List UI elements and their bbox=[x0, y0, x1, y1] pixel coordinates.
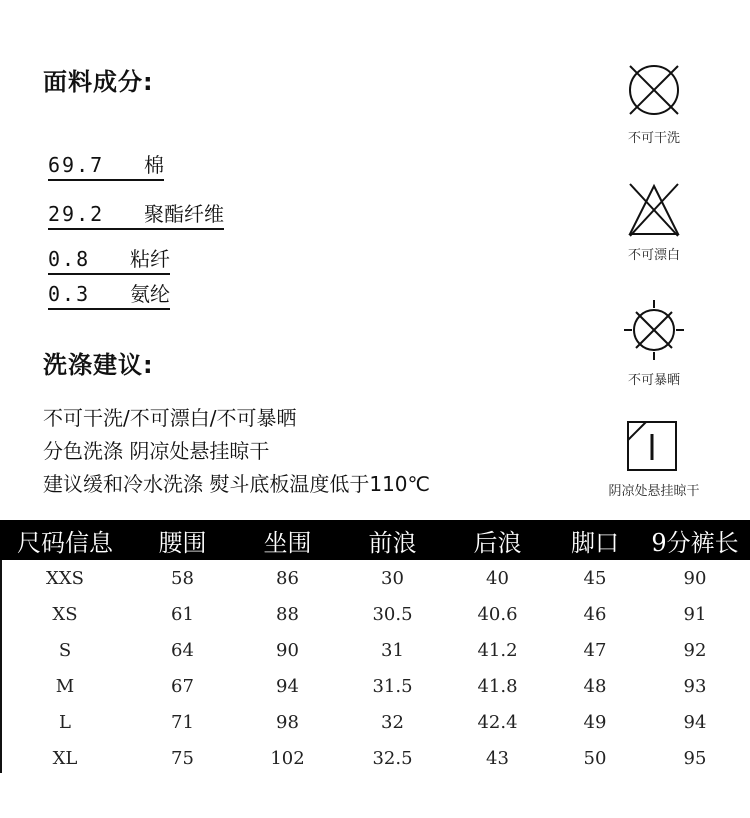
table-cell: 49 bbox=[583, 711, 607, 733]
care-line: 不可干洗/不可漂白/不可暴晒 bbox=[43, 406, 297, 430]
table-row bbox=[0, 596, 750, 632]
table-row bbox=[0, 668, 750, 704]
table-header-row bbox=[0, 520, 750, 560]
table-cell: 41.8 bbox=[477, 675, 518, 697]
care-line: 分色洗涤 阴凉处悬挂晾干 bbox=[43, 439, 270, 463]
fabric-percent: 0.3 bbox=[48, 282, 91, 306]
table-row bbox=[0, 740, 750, 776]
no-dry-clean-icon bbox=[622, 58, 686, 122]
column-header-back-rise: 后浪 bbox=[445, 520, 550, 560]
table-cell: 75 bbox=[171, 747, 194, 769]
symbol-label: 不可干洗 bbox=[627, 131, 680, 146]
table-cell: 98 bbox=[276, 711, 299, 733]
table-cell: 64 bbox=[171, 639, 194, 661]
table-cell: 90 bbox=[683, 567, 707, 589]
fabric-material: 聚酯纤维 bbox=[144, 202, 224, 226]
table-cell: 102 bbox=[270, 747, 305, 769]
size-cell: S bbox=[58, 639, 72, 661]
table-row bbox=[0, 560, 750, 596]
table-cell: 86 bbox=[276, 567, 299, 589]
symbol-label: 不可暴晒 bbox=[627, 373, 680, 388]
size-cell: XL bbox=[52, 747, 78, 769]
table-cell: 94 bbox=[276, 675, 299, 697]
column-header-hip: 坐围 bbox=[235, 520, 340, 560]
symbol-label: 阴凉处悬挂晾干 bbox=[608, 484, 700, 499]
size-cell: XXS bbox=[46, 567, 84, 589]
shade-hang-dry-icon bbox=[626, 420, 678, 472]
table-cell: 32 bbox=[381, 711, 404, 733]
fabric-percent: 29.2 bbox=[48, 202, 105, 226]
column-header-hem: 脚口 bbox=[550, 520, 640, 560]
table-cell: 50 bbox=[583, 747, 607, 769]
fabric-row bbox=[48, 152, 164, 181]
table-cell: 30 bbox=[381, 567, 404, 589]
table-cell: 45 bbox=[583, 567, 607, 589]
table-cell: 47 bbox=[583, 639, 607, 661]
fabric-row bbox=[48, 246, 170, 275]
fabric-row bbox=[48, 281, 170, 310]
care-title: 洗涤建议: bbox=[43, 351, 154, 379]
table-cell: 31.5 bbox=[372, 675, 413, 697]
table-cell: 67 bbox=[171, 675, 194, 697]
table-cell: 88 bbox=[276, 603, 299, 625]
fabric-material: 棉 bbox=[144, 153, 164, 177]
no-bleach-icon bbox=[622, 178, 686, 242]
table-cell: 90 bbox=[276, 639, 299, 661]
size-cell: XS bbox=[52, 603, 78, 625]
fabric-material: 氨纶 bbox=[130, 282, 170, 306]
no-sun-exposure-icon bbox=[622, 298, 686, 362]
table-cell: 71 bbox=[171, 711, 194, 733]
table-cell: 30.5 bbox=[372, 603, 413, 625]
table-cell: 46 bbox=[583, 603, 607, 625]
fabric-percent: 69.7 bbox=[48, 153, 105, 177]
fabric-title: 面料成分: bbox=[43, 68, 154, 96]
table-cell: 48 bbox=[583, 675, 607, 697]
table-cell: 91 bbox=[683, 603, 707, 625]
fabric-percent: 0.8 bbox=[48, 247, 91, 271]
table-cell: 31 bbox=[381, 639, 404, 661]
table-row bbox=[0, 632, 750, 668]
care-line: 建议缓和冷水洗涤 熨斗底板温度低于110℃ bbox=[43, 472, 430, 496]
table-cell: 93 bbox=[683, 675, 707, 697]
table-cell: 92 bbox=[683, 639, 707, 661]
table-cell: 43 bbox=[486, 747, 509, 769]
table-cell: 40.6 bbox=[477, 603, 518, 625]
column-header-size: 尺码信息 bbox=[0, 520, 130, 560]
fabric-material: 粘纤 bbox=[130, 247, 170, 271]
table-cell: 95 bbox=[683, 747, 707, 769]
symbol-label: 不可漂白 bbox=[627, 248, 680, 263]
table-cell: 40 bbox=[486, 567, 509, 589]
column-header-length: 9分裤长 bbox=[640, 520, 750, 560]
table-cell: 94 bbox=[683, 711, 707, 733]
size-cell: M bbox=[55, 675, 75, 697]
column-header-front-rise: 前浪 bbox=[340, 520, 445, 560]
table-row bbox=[0, 704, 750, 740]
table-cell: 42.4 bbox=[477, 711, 518, 733]
table-cell: 32.5 bbox=[372, 747, 413, 769]
size-cell: L bbox=[59, 711, 71, 733]
table-cell: 61 bbox=[171, 603, 194, 625]
table-cell: 41.2 bbox=[477, 639, 518, 661]
column-header-waist: 腰围 bbox=[130, 520, 235, 560]
fabric-row bbox=[48, 201, 224, 230]
table-cell: 58 bbox=[171, 567, 194, 589]
size-table bbox=[0, 520, 750, 776]
